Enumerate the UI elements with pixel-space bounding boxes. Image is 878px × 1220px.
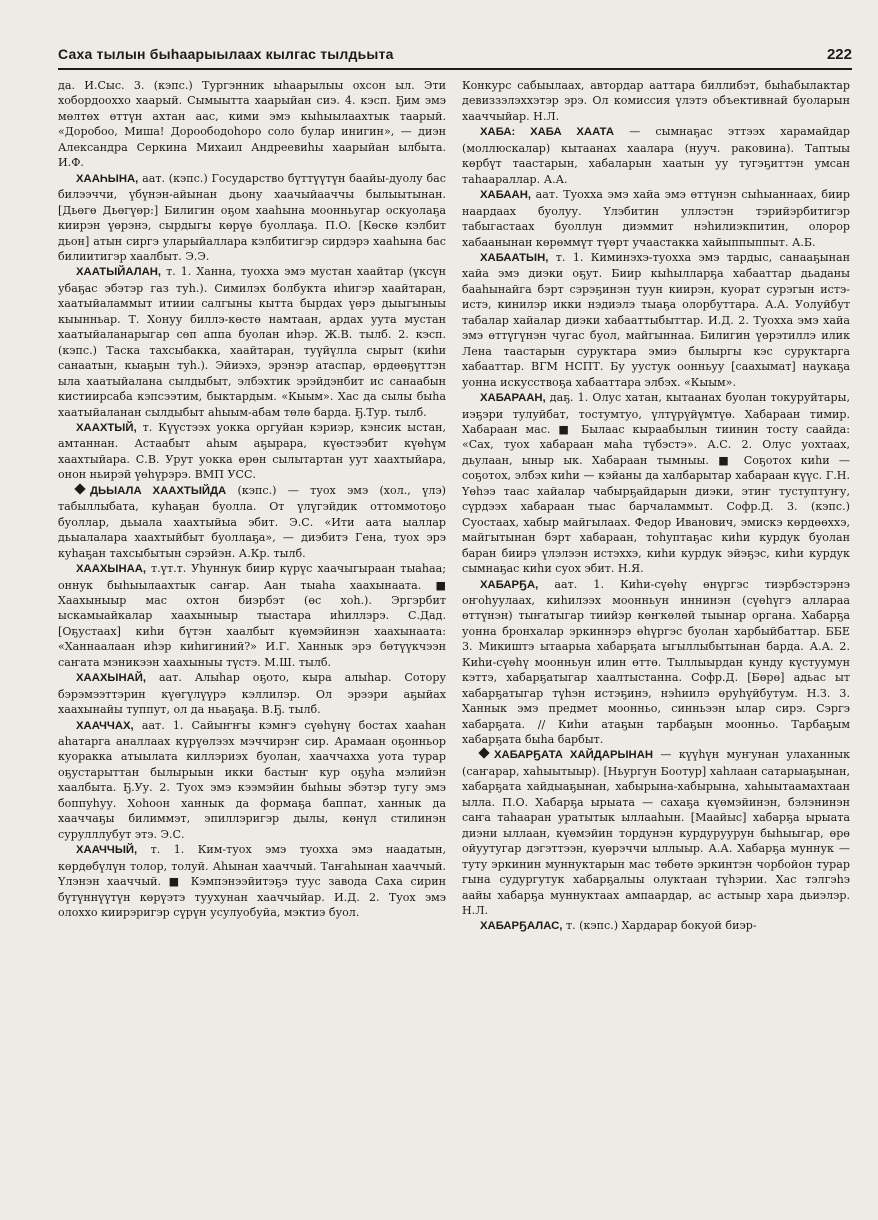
dictionary-entry <box>58 171 446 265</box>
entry-definition: да. И.Сыс. 3. (кэпс.) Тургэнник ыһаарылыы охсон ыл. Эти хобордооххо хаарый. Сымыытта хаарыйан сиэ. 4. кэсп. Ҕим эмэ мөлтөх өттүн ахтан аас, кими эмэ кыһыылаахтык таарый. «Доробоо, Миша! Дороободоһоро соло булар инигин», — диэн Александра Серкина Михаил Андреевиһы хаарыйан ылбыта. И.Ф. <box>58 79 446 170</box>
dictionary-entry <box>58 842 446 920</box>
dictionary-entry <box>462 390 850 576</box>
entry-definition: — күүһүн муҥунан улаханнык (саҥарар, хаһыытыыр). [Ньургун Боотур] хаһлаан сатарыаҕынан, хабарҕата хайдыаҕынан, хабырына-хабырына, хаһыытаамахтаан ылла. П.О. Хабарҕа ырыата — сахаҕа күөмэйинэн, бэлэнинэн саҥа таһааран уратытык ыллааһын. [Маайыс] хабарҕа ырыата диэни ыллаан, күөмэйин тордунэн курдуруурун быһыыгар, өрө ойуутугар дэгэттээн, куөрэччи ыллыыр. А.А. Хабарҕа муннук — туту эркинин муннуктарын мас төбөтө эркинтэн чорбойон турар гына судургутук хабарҕалыы олуктаан түһэрии. Хас тэлгэһэ аайы хабарҕа муннуктаах ампаардар, ас астыыр хара дьиэлэр. Н.Л. <box>462 748 850 918</box>
dictionary-entry <box>58 670 446 717</box>
diamond-bullet-icon <box>74 483 85 494</box>
dictionary-entry <box>462 187 850 250</box>
dictionary-entry <box>462 250 850 390</box>
dictionary-entry <box>462 918 850 934</box>
entry-definition: т. 1. Ханна, туохха эмэ мустан хаайтар (үксүн убаҕас эбэтэр газ туһ.). Симилэх болбукта иһигэр хаайтаран, хаатыйаламмыт итиии салгыны кытта бырдах үөрэ дыыгыныы кыынньар. Т. Хонуу биллэ-көстө намтаан, ардах уута мустан хаатыйаланарыгар сөп аппа буолан иһэр. Ж.В. тылб. 2. кэсп. (кэпс.) Таска тахсыбакка, хаайтаран, туүйүлла сырыт (киһи санаатын, кыаҕын туһ.). Эйиэхэ, эрэнэр атаспар, өрдөөҕүттэн ыла хаатыйалана сылдыбыт, элбэхтик эрэйдэнбит ис санаабын кистиирсаба кэпсээтим, быктардым. «Кыым». Хас да сылы быһа хаатыйаланан сылдыбыт аһыым-абам төлө барда. Ҕ.Тур. тылб. <box>58 265 446 419</box>
entry-headword: ХАБАРҔАЛАС, <box>480 920 563 933</box>
entry-definition: — сымнаҕас эттээх харамайдар (моллюскалар) кытаанах хаалара (нууч. раковина). Таптыы көрбүт таастарын, хабаларын хаатын уу тугэҕиттэн умсан таһаараллар. А.А. <box>462 125 850 186</box>
entry-headword: ХААҺЫНА, <box>76 172 139 185</box>
dictionary-entry <box>58 264 446 420</box>
entry-headword: ХАБААН, <box>480 189 531 202</box>
entry-definition: т.үт.т. Уһуннук биир күрүс хаачыгыраан тыаһаа; оннук быһыылаахтык саҥар. Аан тыаһа хаахынаата. ■ Хаахыныыр мас охтон биэрбэт (өс хоһ.). Эргэрбит ыскамыайкалар хаахыныыр тыастара иһиллэрэ. С.Дад. [Оҕустаах] киһи бүтэн хаалбыт күөмэйинэн хаахынаата: «Ханнаалаан иһэр киһигиний?» И.Г. Ханнык эрэ бөтүүкчээн саҥата мэникээн хаахыныы түстэ. М.Ш. тылб. <box>58 562 446 669</box>
dictionary-entry <box>58 483 446 561</box>
running-title: Саха тылын быһаарыылаах кылгас тылдьыта <box>58 46 394 62</box>
entry-definition: (кэпс.) — туох эмэ (хол., үлэ) табыллыбата, куһаҕан буолла. От үлүгэйдик оттоммотоҕо буоллар, дьыала хаахтыйыа эбит. Э.С. «Ити аата ыаллар дьыалалара хаахтыйбыт буоллаҕа», — диэбитэ Гена, туох эрэ куһаҕан тахсыбытын сэрэйэн. А.Кр. тылб. <box>58 483 446 560</box>
entry-definition: т. (кэпс.) Хардарар бокуой биэр- <box>565 919 757 933</box>
dictionary-entry <box>58 420 446 483</box>
dictionary-entry <box>462 124 850 187</box>
entry-definition: аат. 1. Киһи-сүөһү өнүргэс тиэрбэстэрэнэ оҥоһуулаах, киһилээх моонньун иннинэн (сүөһүгэ аллараа өттүнэн) тыҥатыгар тиийэр көҥкөлөй тыынар органа. Хабарҕа уонна бронхалар эркиннэрэ өһүргэс буолан харбыйбаттар. ББЕ 3. Микиштэ ытаарыа хабарҕата ыгыллыбытынан барда. А.А. 2. Киһи-сүөһү моонньун илин өттө. Тыллыырдан кунду күстуумун кэттэ, хабарҕатыгар хаалтыстанна. Софр.Д. [Бөрө] адьас ыт хабарҕатыгар түһэн истэҕинэ, нэһиилэ өруһүйбутум. Н.З. 3. Ханнык эмэ предмет моонньо, синньээн ылар сирэ. Сэргэ хабарҕата. // Киһи атаҕын тарбаҕын моонньо. Тарбаҕым хабарҕата быһа барбыт. <box>462 577 850 747</box>
entry-headword: ХААХЫНАА, <box>76 563 147 576</box>
entry-definition: Конкурс сабыылаах, автордар ааттара биллибэт, быһабылактар девиззэлэххэтэр эрэ. Ол комиссия үлэтэ объективнай буоларын хааччыйар. Н.Л. <box>462 79 850 123</box>
entry-definition: даҕ. 1. Олус хатан, кытаанах буолан токуруйтары, иэҕэри тулуйбат, тостумтуо, үлтүрүйүмтүө. Хабараан тимир. Хабараан мас. ■ Былаас кыраабылын тиинин тосту саайда: «Сах, туох хабараан маһа түбэстэ». А.С. 2. Олус уохтаах, дьулаан, ыныр ык. Хабараан тымныы. ■ Соҕотох киһи — соҕотох, элбэх киһи — кэйаны да халбарытар хабараан күүс. Г.Н. Үөһээ таас хайалар чабырҕайдарын диэки, этиҥ туступтуҥу, сүрдээх хабараан тыас барчаламмыт. Софр.Д. 3. (кэпс.) Суостаах, хабыр майгылаах. Федор Иванович, эмискэ көрдөөххэ, майгытынан бэрт хабараан, тоһуптаҕас киһи курдук буолан баран биирэ үлэлээн истэххэ, киһи курдук эйэҕэс, киһи курдук сымнаҕас киһи суох эбит. Н.Я. <box>462 391 850 576</box>
entry-headword: ХАБА: ХАБА ХААТА <box>480 126 615 139</box>
page-header <box>58 40 852 70</box>
left-column <box>58 78 446 1180</box>
entry-definition: аат. 1. Сайыҥҥы кэмҥэ сүөһүнү бостах хааһан аһатарга аналлаах күрүөлээх мэччирэҥ сир. Арамаан оҕонньор куоракка атыылата киллэриэх буолан, хааччахха уота турар оҕустарыттан былырыын икки бастыҥ кур оҕуһа мэлийэн хаалбыта. Ҕ.Уу. 2. Туох эмэ кээмэйин быһыы эбэтэр тугу эмэ боппуһуу. Хоһоон ханнык да формаҕа баппат, ханнык да хааччаҕы билиммэт, эпиллэригэр дылы, көнүл стилинэн сурулллубут этэ. Э.С. <box>58 718 446 841</box>
page-number: 222 <box>826 45 852 63</box>
entry-headword: ХААХЫНАЙ, <box>76 672 147 685</box>
entry-headword: ХАБАРҔАТА ХАЙДАРЫНАН <box>494 749 654 762</box>
entry-headword: ХАБААТЫН, <box>480 251 549 264</box>
entry-headword: ХААТЫЙАЛАН, <box>76 266 162 279</box>
diamond-bullet-icon <box>478 748 489 759</box>
right-column <box>462 78 850 1180</box>
entry-headword: ХААЧЧЫЙ, <box>76 844 138 857</box>
dictionary-entry <box>58 718 446 843</box>
dictionary-entry <box>462 577 850 748</box>
entry-definition: аат. Алыһар оҕото, кыра алыһар. Сотору бэрэмээттэрин күөгүлүүрэ кэллилэр. Ол эрээри аҕыйах хаахынайы туппут, ол да ньаҕаҕа. В.Ҕ. тылб. <box>58 671 446 717</box>
entry-headword: ХААХТЫЙ, <box>76 421 137 434</box>
entry-headword: ХАБАРААН, <box>480 392 546 405</box>
entry-definition: аат. Туохха эмэ хайа эмэ өттүнэн сыһыаннаах, биир наардаах буолуу. Үлэбитин уллэстэн тэрийэрбитигэр табыгастаах буоллун диэммит нэһилиэкпитин, олорор хабаанынан көрөммүт түөрт учаастакка хайыппыппыт. А.Б. <box>462 188 850 249</box>
text-columns <box>58 78 850 1180</box>
entry-headword: ДЬЫАЛА ХААХТЫЙДА <box>90 484 227 497</box>
entry-definition: т. 1. Ким-туох эмэ туохха эмэ наадатын, көрдөбүлүн толор, толуй. Аһынан хааччый. Таҥаһынан хааччый. Үлэнэн хааччый. ■ Кэмпэнээйитэҕэ туус завода Саха сирин бүтүннүүтүн көрүэтэ туухунан хааччыйар. И.Д. 2. Туох эмэ олоххо киирэригэр сүрүн усулуобуйа, мэктиэ буол. <box>58 843 446 920</box>
dictionary-entry <box>58 561 446 670</box>
entry-definition: т. Күүстээх уокка оргуйан кэриэр, кэнсик ыстан, амтаннан. Астаабыт аһым аҕырара, күөстээбит күөһүм хаахтыйара. С.В. Урут уокка өрөн сылытартан уут хаахтыйара, онон ньирэй үөһүрэрэ. ВМП УСС. <box>58 420 446 482</box>
entry-headword: ХААЧЧАХ, <box>76 719 134 732</box>
entry-definition: т. 1. Киминэхэ-туохха эмэ тардыс, санааҕынан хайа эмэ диэки оҕут. Биир кыһылларҕа хабааттар дьаданы бааһынайга бэрт сэрэҕинэн туун киирэн, куорат сурэгын истэ-истэ, кинилэр икки нэдиэлэ тыаҕа олорбуттара. А.А. Уолуйбут табалар хайалар диэки хабааттыбыттар. И.Д. 2. Туохха эмэ хайа эмэ өттүгүнэн чугас буол, майгыннаа. Билигин үөрэтиллэ илик Лена таастарын суруктара эмиэ былыргы кэс суруктарга хабааттар. ВГМ НСПТ. Бу уустук оонньуу [саахымат] наукаҕа уонна искусствоҕа хабааттара элбэх. «Кыым». <box>462 250 850 389</box>
entry-headword: ХАБАРҔА, <box>480 578 539 591</box>
dictionary-entry <box>462 78 850 124</box>
entry-definition: аат. (кэпс.) Государство бүттүүтүн баайы-дуолу бас билээччи, үбүнэн-айынан дьону хаачыйааччы былыытынан. [Дьөгө Дьөгүөр:] Билигин оҕом хааһына моонньугар оскуолаҕа киирэн үөрэнэ, сырдыгы көрүө буоллаҕа. П.О. [Көскө кэлбит дьон] атын сиргэ уларыйаллара кэлбитигэр сирдэрэ хааһына бас билиитигэр хаалбыт. Э.Э. <box>58 171 446 263</box>
dictionary-entry <box>58 78 446 171</box>
dictionary-entry <box>462 747 850 918</box>
